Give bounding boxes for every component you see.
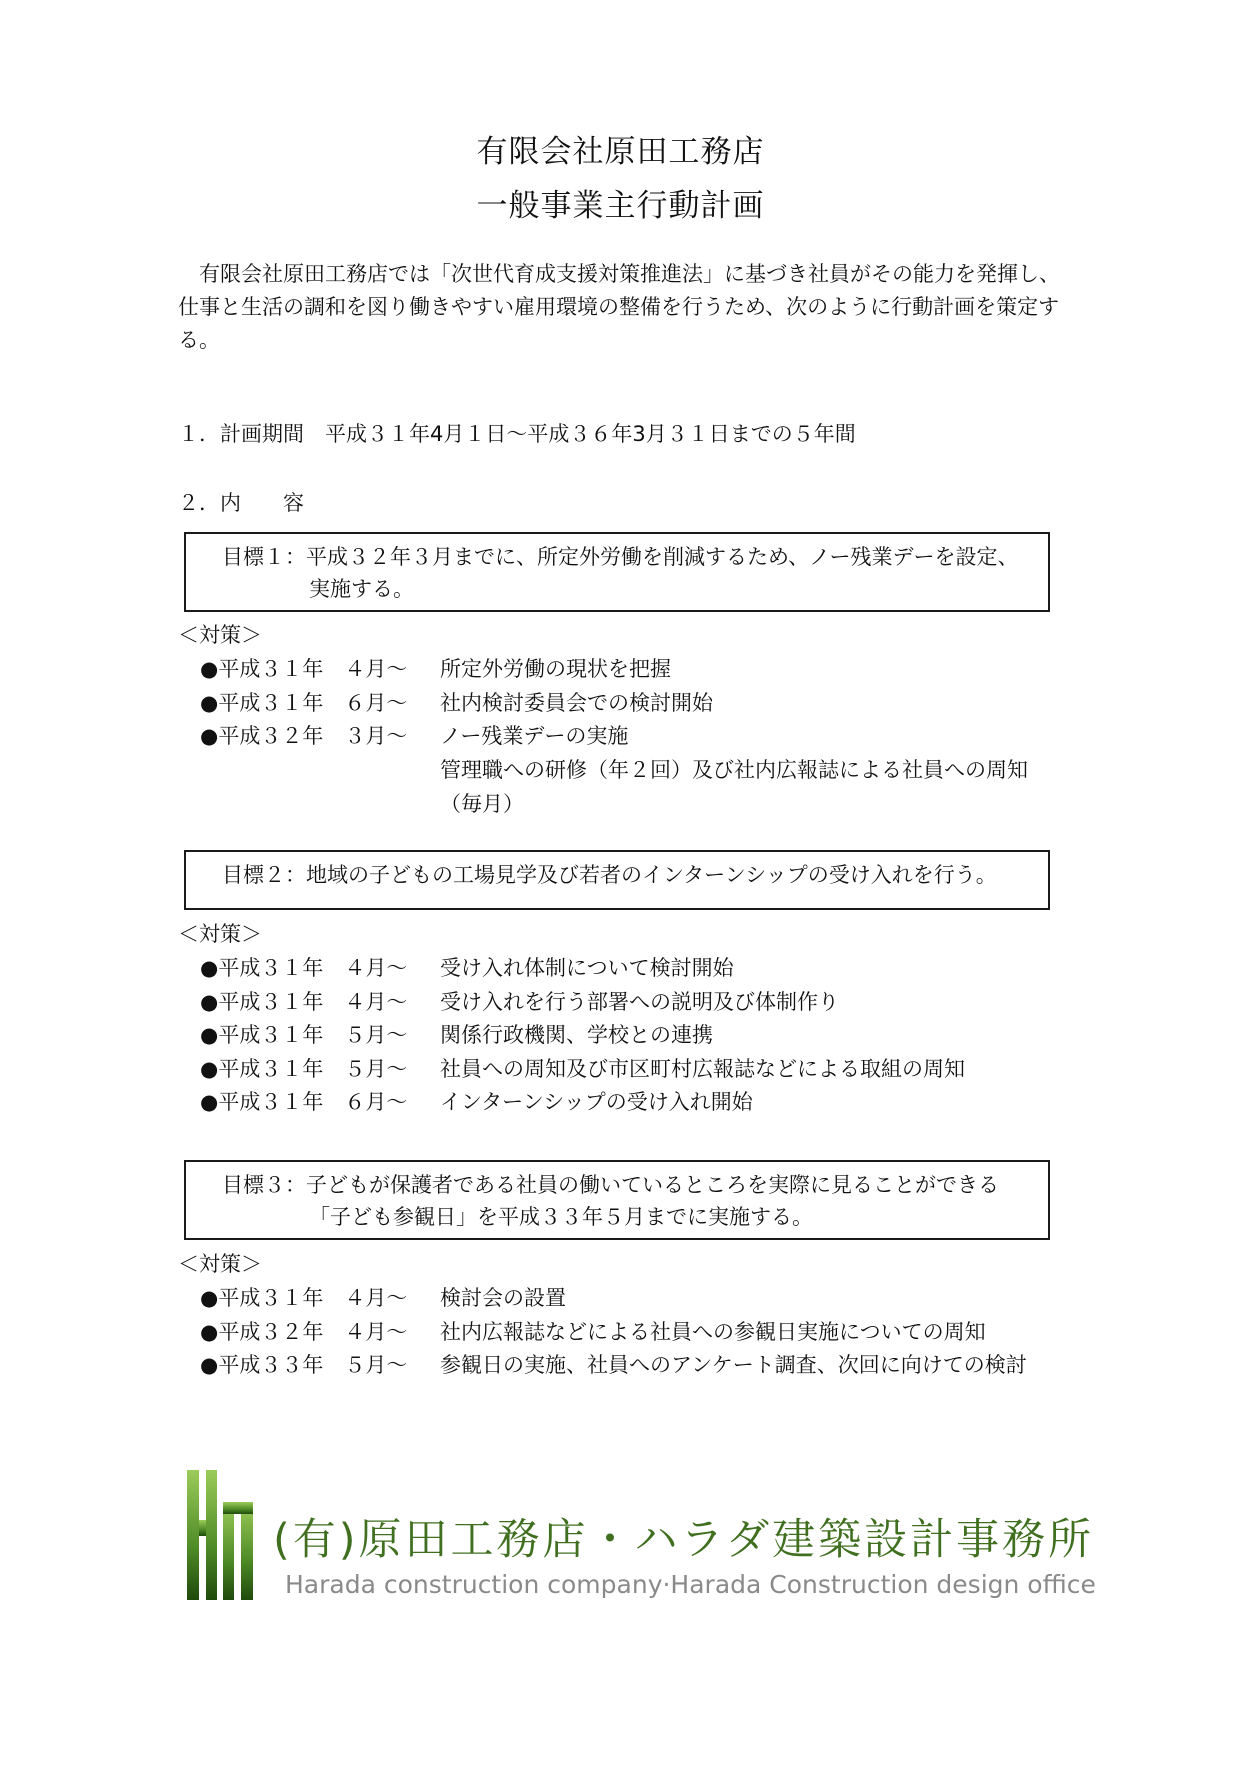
measure-row: [200, 1284, 566, 1312]
measure-date: ●平成３３年 ５月～: [200, 1353, 408, 1377]
measure-row: [200, 1021, 713, 1049]
measure-desc: 所定外労働の現状を把握: [440, 657, 671, 681]
measures-label-1: ＜対策＞: [178, 623, 262, 647]
measure-desc: 社内広報誌などによる社員への参観日実施についての周知: [440, 1320, 986, 1344]
plan-period: [178, 420, 856, 448]
measures-label-3: ＜対策＞: [178, 1252, 262, 1276]
measure-desc: 受け入れを行う部署への説明及び体制作り: [440, 990, 839, 1014]
goal-3-line2: 「子ども参観日」を平成３３年５月までに実施する。: [309, 1205, 813, 1229]
goal-2-line1: 目標２：地域の子どもの工場見学及び若者のインターンシップの受け入れを行う。: [222, 863, 997, 887]
measure-date: ●平成３１年 ４月～: [200, 990, 408, 1014]
measure-date: ●平成３１年 ５月～: [200, 1023, 408, 1047]
measure-extra: （毎月）: [440, 792, 524, 816]
measure-desc: 検討会の設置: [440, 1286, 566, 1310]
measure-date: ●平成３１年 ４月～: [200, 956, 408, 980]
measure-desc: 社員への周知及び市区町村広報誌などによる取組の周知: [440, 1057, 965, 1081]
measures-label-2: ＜対策＞: [178, 922, 262, 946]
measure-row: [200, 1351, 1027, 1379]
measure-date: ●平成３１年 ４月～: [200, 1286, 408, 1310]
plan-period-label: １．計画期間: [178, 422, 304, 446]
measure-desc: ノー残業デーの実施: [440, 724, 629, 748]
measure-row: [200, 1088, 753, 1116]
measure-date: ●平成３１年 ６月～: [200, 1090, 408, 1114]
measure-date: ●平成３２年 ３月～: [200, 724, 408, 748]
intro-paragraph: 有限会社原田工務店では「次世代育成支援対策推進法」に基づき社員がその能力を発揮し、仕事と生活の調和を図り働きやすい雇用環境の整備を行うため、次のように行動計画を策定する。: [178, 262, 1060, 352]
goal-3-box: [184, 1160, 1050, 1240]
goal-1-line2: 実施する。: [309, 577, 414, 601]
measure-extra: 管理職への研修（年２回）及び社内広報誌による社員への周知: [440, 758, 1028, 782]
goal-1-box: [184, 532, 1050, 612]
measure-row: [200, 954, 734, 982]
measure-date: ●平成３１年 ５月～: [200, 1057, 408, 1081]
contents-heading: ２．内 容: [178, 491, 304, 515]
measure-row: [200, 988, 839, 1016]
measure-row: [200, 1318, 986, 1346]
goal-1-line1: 目標１：平成３２年３月までに、所定外労働を削減するため、ノー残業デーを設定、: [222, 545, 1019, 569]
measure-row: [200, 689, 713, 717]
harada-logo-icon: [187, 1470, 262, 1600]
measure-desc: 関係行政機関、学校との連携: [440, 1023, 713, 1047]
measure-row: [200, 722, 628, 750]
measure-desc: 受け入れ体制について検討開始: [440, 956, 734, 980]
measure-date: ●平成３１年 ４月～: [200, 657, 408, 681]
goal-2-box: [184, 850, 1050, 910]
footer-company-jp: (有)原田工務店・ハラダ建築設計事務所: [273, 1515, 1095, 1565]
measure-date: ●平成３１年 ６月～: [200, 691, 408, 715]
document-title: 一般事業主行動計画: [476, 188, 765, 224]
company-title: 有限会社原田工務店: [476, 134, 765, 170]
measure-desc: 参観日の実施、社員へのアンケート調査、次回に向けての検討: [440, 1353, 1027, 1377]
footer-company-en: Harada construction company·Harada Construction design office: [285, 1570, 1096, 1599]
measure-row: [200, 655, 671, 683]
plan-period-value: 平成３１年4月１日～平成３６年3月３１日までの５年間: [325, 422, 856, 446]
measure-desc: インターンシップの受け入れ開始: [440, 1090, 753, 1114]
goal-3-line1: 目標３：子どもが保護者である社員の働いているところを実際に見ることができる: [222, 1173, 999, 1197]
measure-desc: 社内検討委員会での検討開始: [440, 691, 713, 715]
measure-row: [200, 1055, 965, 1083]
measure-date: ●平成３２年 ４月～: [200, 1320, 408, 1344]
